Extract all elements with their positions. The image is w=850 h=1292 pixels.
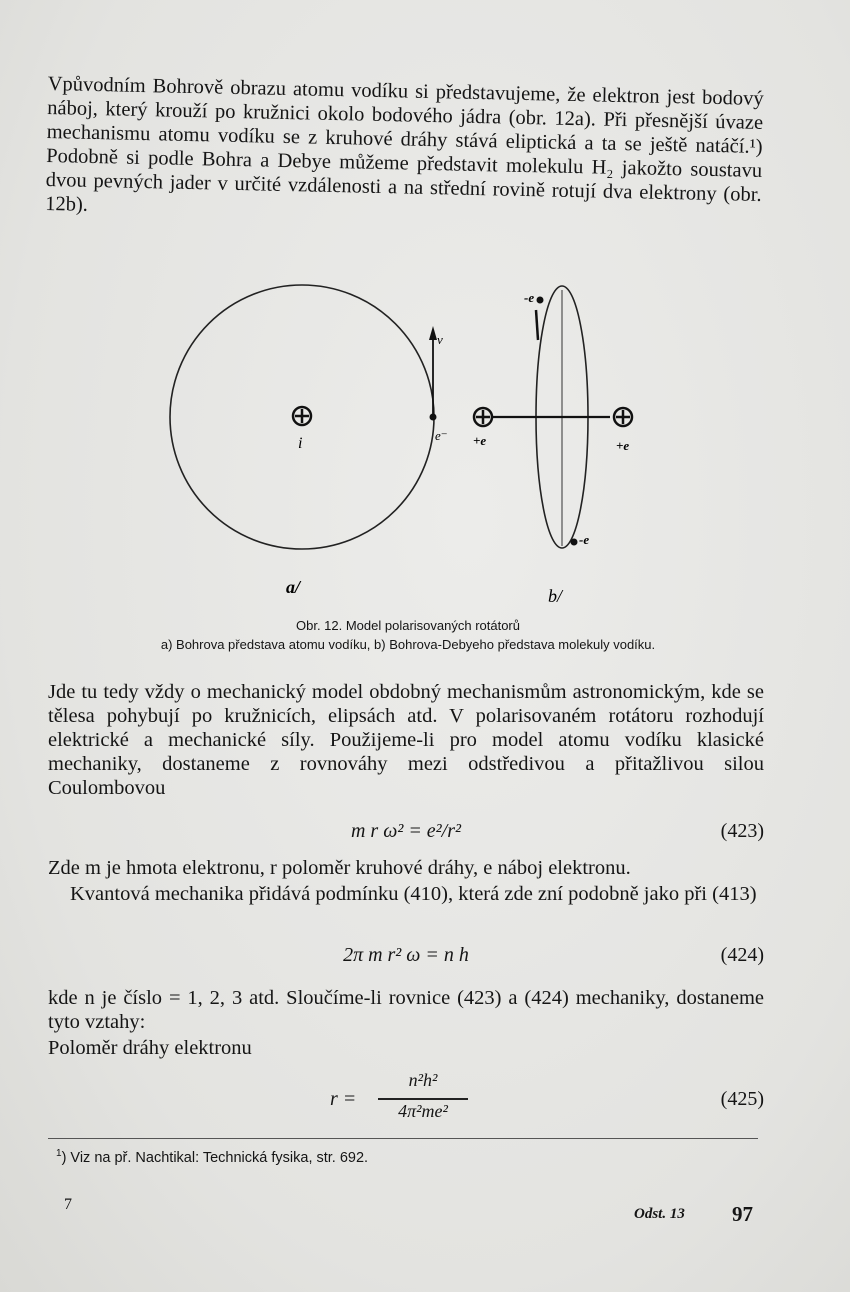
radius-heading: Poloměr dráhy elektronu	[48, 1037, 252, 1059]
nucleus-b-right	[614, 408, 632, 426]
equation-423-expr: m r ω² = e²/r²	[350, 820, 462, 842]
equation-425-lhs: r =	[330, 1088, 357, 1110]
fraction-bar	[378, 1098, 468, 1100]
footnote-mark: 1	[56, 1148, 62, 1159]
electron-b-bottom	[571, 539, 578, 546]
equation-424	[48, 944, 764, 972]
electron-a-label: e⁻	[435, 428, 448, 443]
nucleus-b-right-label: +e	[616, 438, 630, 453]
intro-paragraph: Vpůvodním Bohrově obrazu atomu vodíku si představujeme, že elektron jest bodový náboj, který krouží po kružnici okolo bodového jádra (obr. 12a). Při přesnější úvaze mechanismu atomu vodíku se z kruhové dráhy stává eliptická a ta se ještě natáčí.¹) Podobně si podle Bohra a Debye můžeme představit molekulu H₂ jakožto soustavu dvou pevných jader v určité vzdálenosti a na střední rovině rotují dva elektrony (obr. 12b).	[45, 72, 764, 216]
electron-b-top	[537, 297, 544, 304]
combine-paragraph: kde n je číslo = 1, 2, 3 atd. Sloučíme-li rovnice (423) a (424) mechaniky, dostaneme tyto vztahy:	[48, 987, 764, 1033]
equation-423-number: (423)	[720, 820, 764, 842]
electron-b-top-label: -e	[524, 290, 535, 305]
electron-b-top-arrow	[536, 310, 538, 340]
mechanics-paragraph: Jde tu tedy vždy o mechanický model obdobný mechanismům astronomickým, kde se tělesa pohybují po kružnicích, elipsách atd. V polarisovaném rotátoru rozhodují elektrické a mechanické síly. Použijeme-li pro model atomu vodíku klasické mechaniky, dostaneme z rovnováhy mezi odstředivou a přitažlivou silou Coulombovou	[48, 681, 764, 799]
equation-425-number: (425)	[720, 1088, 764, 1110]
section-label: Odst. 13	[634, 1206, 685, 1222]
equation-424-expr: 2π m r² ω = n h	[343, 944, 469, 966]
velocity-arrowhead	[429, 326, 437, 340]
footnote-rule	[48, 1138, 758, 1139]
equation-425-numerator: n²h²	[408, 1070, 438, 1090]
signature-mark: 7	[64, 1196, 72, 1213]
electron-b-bottom-label: -e	[579, 532, 590, 547]
nucleus-b-left	[474, 408, 492, 426]
figure-label-a: a/	[286, 577, 301, 597]
equation-424-number: (424)	[720, 944, 764, 966]
nucleus-a-label: i	[298, 435, 303, 452]
equation-423	[48, 820, 764, 848]
equation-425	[48, 1068, 764, 1130]
nucleus-b-left-label: +e	[473, 433, 487, 448]
figure-12-drawing	[150, 280, 670, 610]
footnote-text: ) Viz na př. Nachtikal: Technická fysika, str. 692.	[61, 1149, 369, 1166]
equation-425-denominator: 4π²me²	[398, 1101, 448, 1121]
figure-caption-subtitle: a) Bohrova představa atomu vodíku, b) Bohrova-Debyeho představa molekuly vodíku.	[160, 637, 656, 652]
footnote	[56, 1148, 368, 1166]
nucleus-a	[293, 407, 311, 425]
figure-label-b: b/	[548, 586, 563, 606]
page-number: 97	[732, 1202, 753, 1226]
velocity-label: v	[437, 332, 443, 347]
figure-caption-title: Obr. 12. Model polarisovaných rotátorů	[295, 618, 520, 633]
quantum-paragraph: Kvantová mechanika přidává podmínku (410), která zde zní podobně jako při (413)	[70, 883, 757, 905]
mass-definition-line: Zde m je hmota elektronu, r poloměr kruhové dráhy, e náboj elektronu.	[48, 857, 631, 879]
figure-12	[150, 280, 670, 610]
